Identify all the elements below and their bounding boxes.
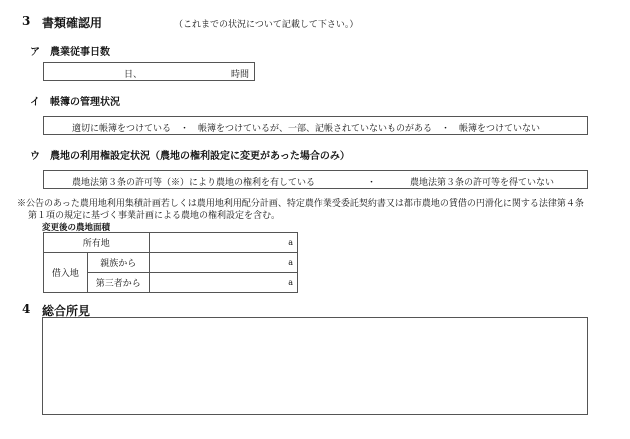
land-rights-options-box[interactable] (43, 170, 588, 189)
section-3-title: 書類確認用 (42, 16, 103, 30)
from-third-party-value[interactable] (149, 273, 297, 293)
table-row (44, 253, 298, 273)
leased-land-label: 借入地 (44, 253, 88, 293)
table-row (44, 233, 298, 253)
from-third-party-label: 第三者から (87, 273, 149, 293)
from-family-value[interactable] (149, 253, 297, 273)
unit-label: a (288, 238, 293, 247)
footnote-line-1: ※公告のあった農用地利用集積計画若しくは農用地利用配分計画、特定農作業受委託契約書又は都市農地の賃借の円滑化に関する法律第４条 (17, 199, 584, 209)
hour-unit: 時間 (231, 70, 250, 80)
unit-label: a (288, 278, 293, 287)
day-unit: 日、 (124, 70, 143, 80)
section-4-title: 総合所見 (42, 304, 91, 318)
footnote-line-2: 第１項の規定に基づく事業計画による農地の権利設定を含む。 (28, 211, 281, 221)
land-rights-heading: ウ 農地の利用権設定状況（農地の権利設定に変更があった場合のみ） (30, 151, 350, 162)
owned-land-value[interactable] (149, 233, 297, 253)
owned-land-label: 所有地 (44, 233, 150, 253)
section-3-number: 3 (22, 14, 31, 28)
section-3-note: （これまでの状況について記載して下さい。） (174, 20, 359, 30)
from-family-label: 親族から (87, 253, 149, 273)
bookkeeping-options-box[interactable] (43, 116, 588, 135)
bookkeeping-heading: イ 帳簿の管理状況 (30, 97, 120, 108)
land-rights-option-2: 農地法第３条の許可等を得ていない (410, 178, 555, 188)
unit-label: a (288, 258, 293, 267)
area-table-title: 変更後の農地面積 (42, 223, 111, 233)
land-rights-separator: ・ (367, 178, 377, 188)
land-rights-option-1: 農地法第３条の許可等（※）により農地の権利を有している (72, 178, 316, 188)
overall-remarks-box[interactable] (42, 317, 588, 415)
farming-days-box[interactable] (43, 62, 255, 81)
bookkeeping-options: 適切に帳簿をつけている ・ 帳簿をつけているが、一部、記帳されていないものがある ・ 帳簿をつけていない (72, 124, 541, 134)
area-table (43, 232, 298, 293)
farming-days-heading: ア 農業従事日数 (30, 47, 110, 58)
section-4-number: 4 (22, 302, 31, 316)
